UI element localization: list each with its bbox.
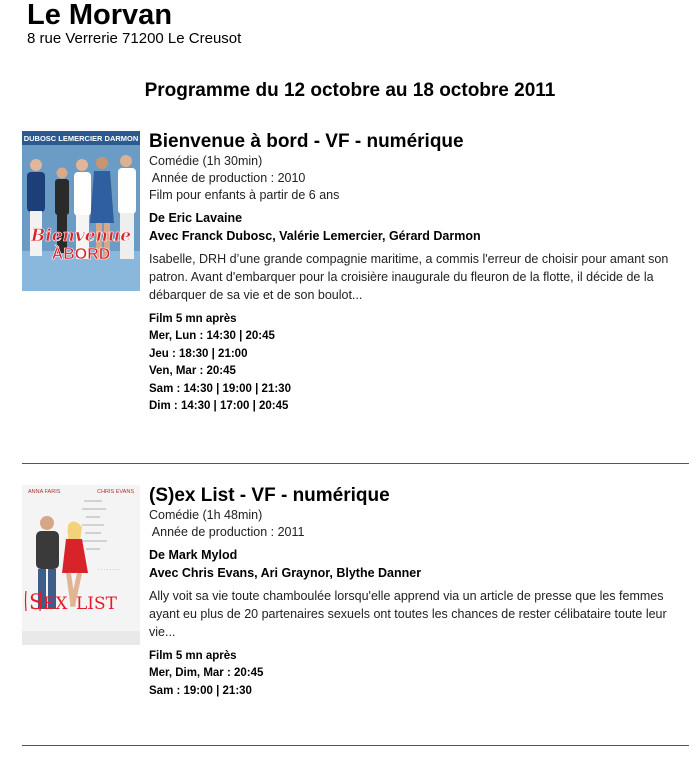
film-genre-duration: Comédie (1h 48min) bbox=[149, 508, 263, 522]
film-cast: Avec Chris Evans, Ari Graynor, Blythe Danner bbox=[149, 566, 422, 580]
film-title[interactable]: (S)ex List - VF - numérique bbox=[149, 485, 390, 506]
poster-name-left: ANNA FARIS bbox=[28, 489, 61, 495]
svg-text:LIST: LIST bbox=[76, 594, 117, 614]
showtime-line: Dim : 14:30 | 17:00 | 20:45 bbox=[149, 400, 289, 413]
poster-tagline-marks: · · · · · · · · bbox=[98, 568, 120, 573]
film-title[interactable]: Bienvenue à bord - VF - numérique bbox=[149, 131, 464, 152]
poster-name-right: CHRIS EVANS bbox=[97, 489, 134, 495]
film-production-year: Année de production : 2011 bbox=[149, 525, 305, 539]
film-poster[interactable] bbox=[22, 131, 140, 291]
film-poster[interactable] bbox=[22, 485, 140, 645]
film-divider bbox=[22, 463, 689, 464]
film-divider bbox=[22, 745, 689, 746]
film-production-year: Année de production : 2010 bbox=[149, 171, 306, 185]
cinema-address: 8 rue Verrerie 71200 Le Creusot bbox=[27, 30, 242, 47]
film-info bbox=[149, 485, 694, 700]
film-cast: Avec Franck Dubosc, Valérie Lemercier, Gérard Darmon bbox=[149, 229, 481, 243]
svg-text:S: S bbox=[29, 590, 44, 614]
showtime-line: Mer, Dim, Mar : 20:45 bbox=[149, 667, 264, 680]
film-synopsis: Ally voit sa vie toute chamboulée lorsqu'elle apprend via un article de presse que les femmes ayant eu plus de 20 partenaires sexuels ont toutes les chances de rester célibataire toute leur vie... bbox=[149, 589, 667, 639]
showtime-line: Ven, Mar : 20:45 bbox=[149, 365, 236, 378]
showtime-note: Film 5 mn après bbox=[149, 650, 237, 662]
poster-logo-line2: ÀBORD bbox=[51, 246, 111, 263]
poster-top-text: DUBOSC LEMERCIER DARMON bbox=[23, 134, 139, 143]
poster-image bbox=[22, 131, 140, 291]
film-showtimes bbox=[149, 311, 694, 415]
film-synopsis: Isabelle, DRH d’une grande compagnie maritime, a commis l'erreur de choisir pour amant son patron. Avant d'embarquer pour la croisière inaugurale du fleuron de la flotte, il décide de la débarquer de sa vie et de son boulot... bbox=[149, 252, 669, 302]
film-showtimes bbox=[149, 648, 694, 700]
showtime-line: Mer, Lun : 14:30 | 20:45 bbox=[149, 330, 275, 343]
program-title: Programme du 12 octobre au 18 octobre 2011 bbox=[144, 80, 556, 101]
film-audience: Film pour enfants à partir de 6 ans bbox=[149, 188, 340, 202]
film-entry bbox=[22, 485, 692, 735]
film-genre-duration: Comédie (1h 30min) bbox=[149, 154, 263, 168]
showtime-note: Film 5 mn après bbox=[149, 313, 237, 325]
showtime-line: Sam : 19:00 | 21:30 bbox=[149, 684, 252, 697]
film-director: De Mark Mylod bbox=[149, 548, 238, 562]
poster-logo-line1: Bienvenue bbox=[30, 226, 132, 246]
film-info bbox=[149, 131, 694, 415]
showtime-line: Sam : 14:30 | 19:00 | 21:30 bbox=[149, 382, 291, 395]
svg-text:EX: EX bbox=[43, 594, 68, 614]
cinema-name: Le Morvan bbox=[27, 0, 173, 31]
showtime-line: Jeu : 18:30 | 21:00 bbox=[149, 347, 248, 360]
film-director: De Eric Lavaine bbox=[149, 211, 243, 225]
film-entry bbox=[22, 131, 692, 431]
poster-image bbox=[22, 485, 140, 645]
